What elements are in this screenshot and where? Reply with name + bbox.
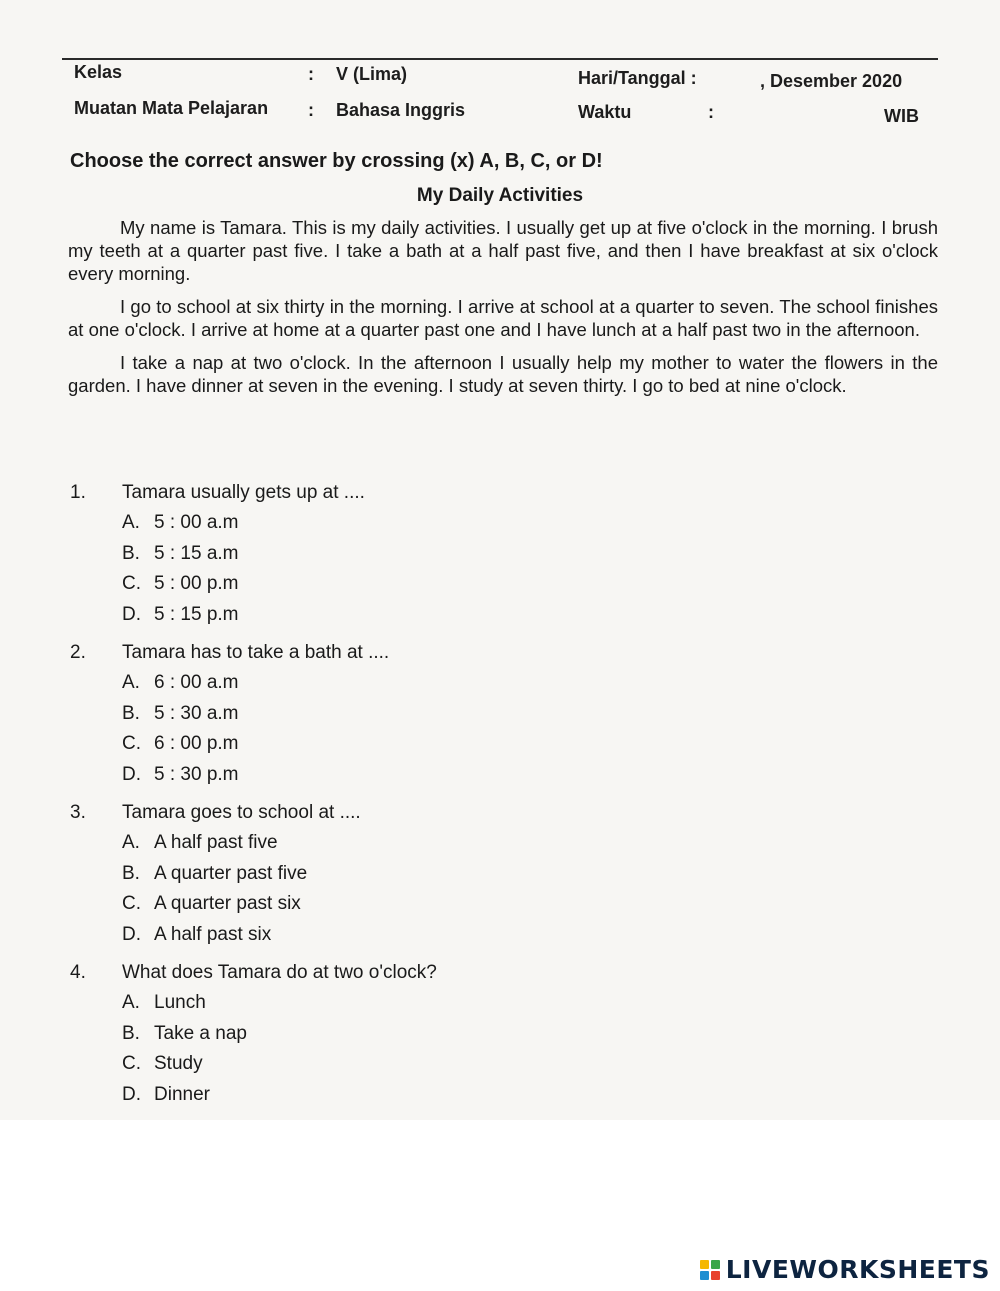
answer-option-c[interactable] xyxy=(70,569,770,600)
waktu-colon: : xyxy=(708,102,714,122)
question-stem xyxy=(70,798,770,828)
question-text: Tamara has to take a bath at .... xyxy=(122,642,390,663)
question-text: Tamara usually gets up at .... xyxy=(122,482,365,503)
waktu-value: WIB xyxy=(884,106,919,126)
question-3 xyxy=(70,798,770,950)
question-text: Tamara goes to school at .... xyxy=(122,802,361,823)
answer-option-d[interactable] xyxy=(70,600,770,631)
question-number: 2. xyxy=(70,642,86,663)
option-text: A quarter past five xyxy=(154,862,308,884)
question-stem xyxy=(70,638,770,668)
option-letter: A. xyxy=(122,992,140,1013)
kelas-colon: : xyxy=(308,64,314,84)
logo-square-icon xyxy=(711,1260,720,1269)
question-4 xyxy=(70,958,770,1110)
option-text: Study xyxy=(154,1053,203,1074)
muatan-label: Muatan Mata Pelajaran xyxy=(74,98,269,118)
hari-label: Hari/Tanggal : xyxy=(578,68,697,88)
logo-square-icon xyxy=(711,1271,720,1280)
passage-paragraph: I take a nap at two o'clock. In the afternoon I usually help my mother to water the flowers in the garden. I have dinner at seven in the evening. I study at seven thirty. I go to bed at nine o'clock. xyxy=(68,352,938,396)
option-letter: B. xyxy=(122,1022,140,1044)
answer-option-b[interactable] xyxy=(70,1019,770,1050)
question-stem xyxy=(70,478,770,508)
option-letter: A. xyxy=(122,672,140,693)
answer-option-d[interactable] xyxy=(70,1080,770,1111)
answer-option-c[interactable] xyxy=(70,1049,770,1080)
option-letter: B. xyxy=(122,862,140,884)
option-letter: A. xyxy=(122,832,140,853)
option-text: Take a nap xyxy=(154,1022,247,1044)
answer-option-d[interactable] xyxy=(70,760,770,791)
question-stem xyxy=(70,958,770,988)
liveworksheets-logo-icon xyxy=(700,1260,720,1280)
option-text: A half past six xyxy=(154,923,272,945)
option-letter: C. xyxy=(122,893,141,914)
option-letter: C. xyxy=(122,1053,141,1074)
option-text: 5 : 00 a.m xyxy=(154,512,239,533)
question-2 xyxy=(70,638,770,790)
reading-passage xyxy=(68,216,938,407)
passage-paragraph: I go to school at six thirty in the morning. I arrive at school at a quarter to seven. The school finishes at one o'clock. I arrive at home at a quarter past one and I have lunch at a half past two in the afternoon. xyxy=(68,296,938,340)
answer-option-b[interactable] xyxy=(70,699,770,730)
option-text: 5 : 30 a.m xyxy=(154,702,239,724)
option-letter: D. xyxy=(122,1083,141,1105)
liveworksheets-brand[interactable] xyxy=(700,1255,990,1284)
option-letter: B. xyxy=(122,702,140,724)
waktu-label: Waktu xyxy=(578,102,632,122)
answer-option-b[interactable] xyxy=(70,859,770,890)
hari-value: , Desember 2020 xyxy=(760,71,903,91)
option-text: 6 : 00 a.m xyxy=(154,672,239,693)
option-text: 5 : 15 p.m xyxy=(154,603,239,625)
answer-option-c[interactable] xyxy=(70,889,770,920)
answer-option-a[interactable] xyxy=(70,508,770,539)
answer-option-d[interactable] xyxy=(70,920,770,951)
option-letter: B. xyxy=(122,542,140,564)
question-number: 3. xyxy=(70,802,86,823)
option-text: A half past five xyxy=(154,832,278,853)
option-text: A quarter past six xyxy=(154,893,301,914)
brand-name: LIVEWORKSHEETS xyxy=(725,1255,990,1284)
option-letter: D. xyxy=(122,763,141,785)
question-text: What does Tamara do at two o'clock? xyxy=(122,962,437,983)
option-letter: A. xyxy=(122,512,140,533)
question-number: 4. xyxy=(70,962,86,983)
question-1 xyxy=(70,478,770,630)
logo-square-icon xyxy=(700,1260,709,1269)
option-letter: C. xyxy=(122,573,141,594)
answer-option-a[interactable] xyxy=(70,828,770,859)
option-letter: D. xyxy=(122,603,141,625)
question-list xyxy=(70,478,770,1118)
passage-title: My Daily Activities xyxy=(416,185,584,206)
option-text: 5 : 15 a.m xyxy=(154,542,239,564)
answer-option-b[interactable] xyxy=(70,539,770,570)
passage-paragraph: My name is Tamara. This is my daily activities. I usually get up at five o'clock in the morning. I brush my teeth at a quarter past five. I take a bath at a half past five, and then I have breakfast at six o'clock every morning. xyxy=(68,217,938,284)
option-text: 6 : 00 p.m xyxy=(154,733,239,754)
header-rule xyxy=(62,58,938,60)
muatan-colon: : xyxy=(308,100,314,120)
logo-square-icon xyxy=(700,1271,709,1280)
option-text: 5 : 00 p.m xyxy=(154,573,239,594)
answer-option-c[interactable] xyxy=(70,729,770,760)
option-letter: D. xyxy=(122,923,141,945)
option-text: Dinner xyxy=(154,1083,210,1105)
option-text: 5 : 30 p.m xyxy=(154,763,239,785)
answer-option-a[interactable] xyxy=(70,668,770,699)
question-number: 1. xyxy=(70,482,86,503)
option-text: Lunch xyxy=(154,992,206,1013)
kelas-value: V (Lima) xyxy=(336,64,408,84)
instruction-text: Choose the correct answer by crossing (x) A, B, C, or D! xyxy=(70,150,603,172)
answer-option-a[interactable] xyxy=(70,988,770,1019)
muatan-value: Bahasa Inggris xyxy=(336,100,466,120)
kelas-label: Kelas xyxy=(74,62,123,82)
option-letter: C. xyxy=(122,733,141,754)
